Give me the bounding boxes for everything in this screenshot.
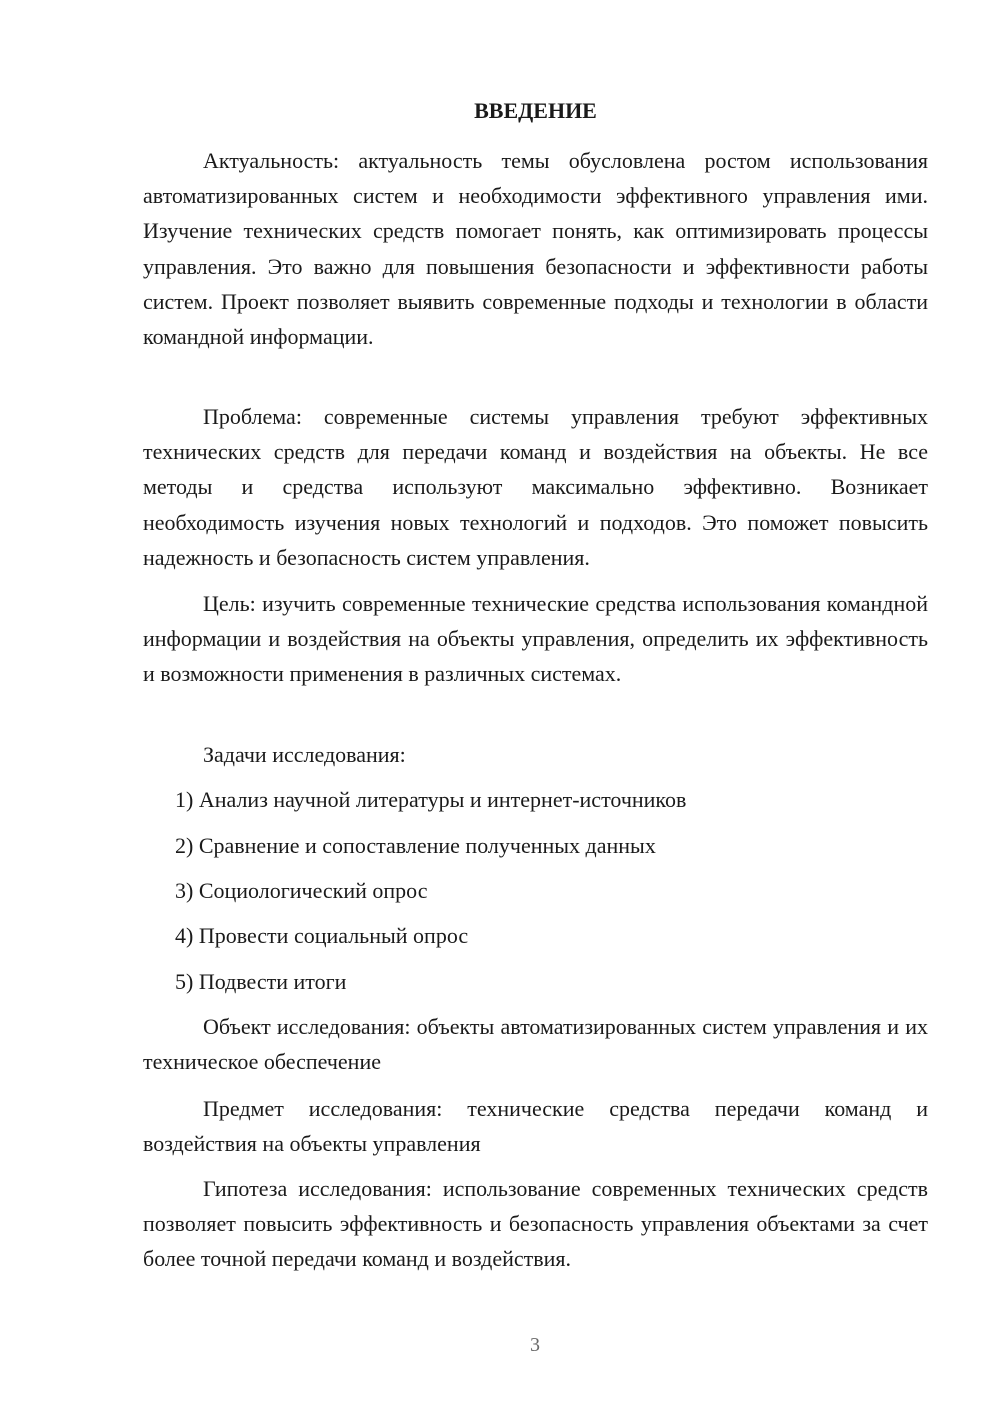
task-item-4: 4) Провести социальный опрос bbox=[175, 923, 469, 948]
task-item-3: 3) Социологический опрос bbox=[175, 878, 428, 903]
paragraph-problem: Проблема: современные системы управления требуют эффективных технических средств для передачи команд и воздействия на объекты. Не все методы и средства используют максимально эффективно. Возникает необходимость изучения новых технологий и подходов. Это поможет повысить надежность и безопасность систем управления. bbox=[143, 404, 928, 570]
paragraph-object: Объект исследования: объекты автоматизированных систем управления и их техническое обеспечение bbox=[143, 1014, 928, 1075]
page-number: 3 bbox=[530, 1334, 540, 1356]
task-item-1: 1) Анализ научной литературы и интернет-источников bbox=[175, 787, 687, 812]
paragraph-relevance: Актуальность: актуальность темы обусловлена ростом использования автоматизированных систем и необходимости эффективного управления ими. Изучение технических средств помогает понять, как оптимизировать процессы управления. Это важно для повышения безопасности и эффективности работы систем. Проект позволяет выявить современные подходы и технологии в области командной информации. bbox=[143, 148, 928, 350]
task-item-2: 2) Сравнение и сопоставление полученных данных bbox=[175, 833, 656, 858]
paragraph-goal: Цель: изучить современные технические средства использования командной информации и воздействия на объекты управления, определить их эффективность и возможности применения в различных системах. bbox=[143, 591, 928, 687]
tasks-heading: Задачи исследования: bbox=[203, 742, 406, 767]
page-title: ВВЕДЕНИЕ bbox=[474, 98, 597, 123]
paragraph-subject: Предмет исследования: технические средства передачи команд и воздействия на объекты управления bbox=[143, 1096, 928, 1157]
paragraph-hypothesis: Гипотеза исследования: использование современных технических средств позволяет повысить эффективность и безопасность управления объектами за счет более точной передачи команд и воздействия. bbox=[143, 1176, 928, 1272]
task-item-5: 5) Подвести итоги bbox=[175, 969, 347, 994]
